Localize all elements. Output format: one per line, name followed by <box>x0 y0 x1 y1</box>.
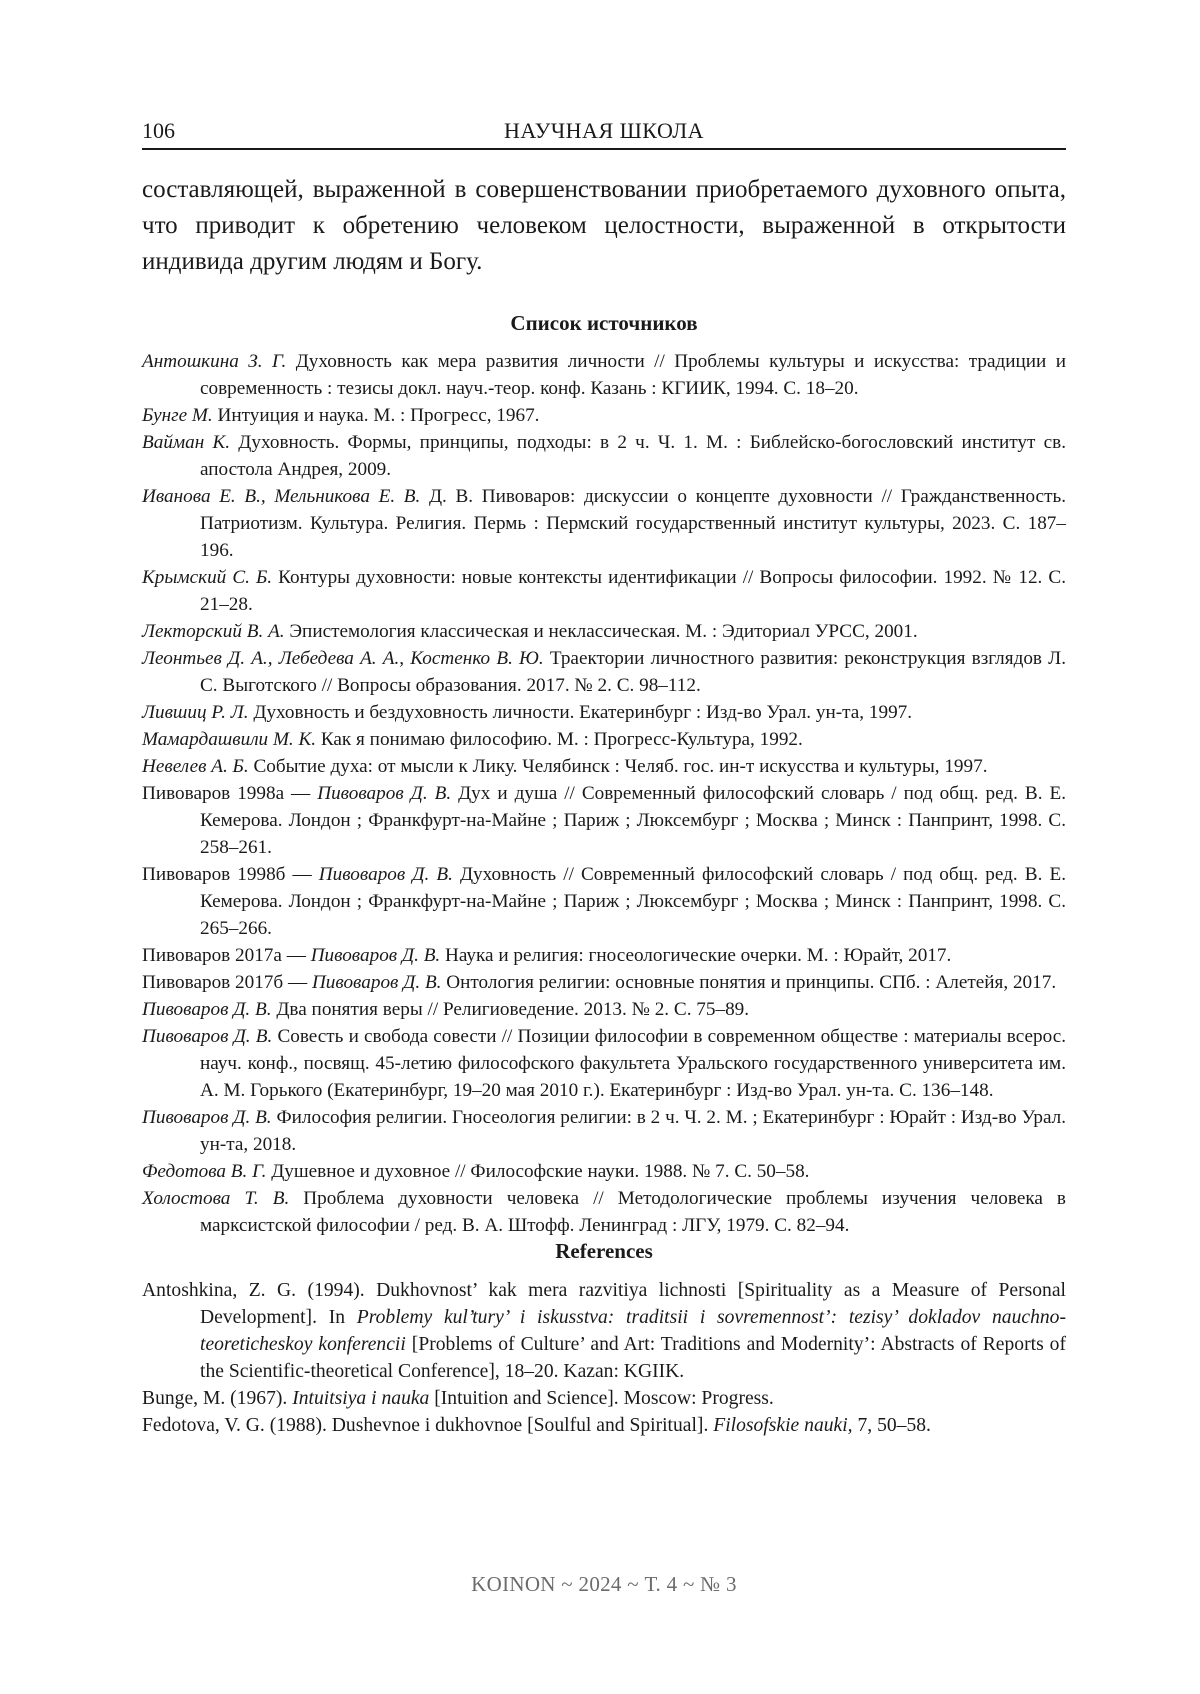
journal-page <box>0 0 1200 1694</box>
reference-details: [Problems of Culture’ and Art: Traditions and Modernity’: Abstracts of Reports of the Scientific-theoretical Conference], 18–20. Kazan: KGIIK. <box>200 1334 1066 1382</box>
reference-entry <box>142 1277 1066 1385</box>
reference-title: Filosofskie nauki, <box>713 1415 852 1436</box>
source-entry <box>142 564 1066 618</box>
reference-entry <box>142 1385 1066 1412</box>
source-text: Траектории личностного развития: реконструкция взглядов Л. С. Выготского // Вопросы образования. 2017. № 2. С. 98–112. <box>200 648 1066 696</box>
source-author: Вайман К. <box>142 432 230 453</box>
reference-text: Fedotova, V. G. (1988). Dushevnoe i dukhovnoe [Soulful and Spiritual]. <box>142 1415 713 1436</box>
source-citation-key: Пивоваров 2017а — <box>142 945 311 966</box>
reference-title: Intuitsiya i nauka <box>292 1388 429 1409</box>
reference-text: Antoshkina, Z. G. (1994). Dukhovnost’ kak mera razvitiya lichnosti [Spirituality as a Measure of Personal Development]. In <box>142 1280 1066 1328</box>
references-heading: References <box>142 1238 1066 1264</box>
source-author: Федотова В. Г. <box>142 1161 266 1182</box>
source-entry <box>142 780 1066 861</box>
source-text: Душевное и духовное // Философские науки. 1988. № 7. С. 50–58. <box>266 1161 809 1182</box>
source-text: Онтология религии: основные понятия и принципы. СПб. : Алетейя, 2017. <box>441 972 1056 993</box>
source-entry <box>142 483 1066 564</box>
source-author: Пивоваров Д. В. <box>312 972 442 993</box>
source-author: Крымский С. Б. <box>142 567 272 588</box>
source-entry <box>142 996 1066 1023</box>
sources-heading: Список источников <box>142 310 1066 336</box>
source-entry <box>142 429 1066 483</box>
source-author: Лекторский В. А. <box>142 621 285 642</box>
source-entry <box>142 1158 1066 1185</box>
source-text: Наука и религия: гносеологические очерки. М. : Юрайт, 2017. <box>440 945 951 966</box>
source-author: Леонтьев Д. А., Лебедева А. А., Костенко В. Ю. <box>142 648 544 669</box>
journal-footer: KOINON ~ 2024 ~ Т. 4 ~ № 3 <box>142 1572 1066 1597</box>
source-text: Дух и душа // Современный философский словарь / под общ. ред. В. Е. Кемерова. Лондон ; Франкфурт-на-Майне ; Париж ; Люксембург ; Москва ; Минск : Панпринт, 1998. С. 258–261. <box>200 783 1066 858</box>
source-entry <box>142 699 1066 726</box>
source-citation-key: Пивоваров 1998б — <box>142 864 319 885</box>
source-entry <box>142 753 1066 780</box>
source-author: Антошкина З. Г. <box>142 351 286 372</box>
source-author: Пивоваров Д. В. <box>142 1107 272 1128</box>
source-entry <box>142 1104 1066 1158</box>
page-number: 106 <box>142 118 175 144</box>
source-text: Духовность // Современный философский словарь / под общ. ред. В. Е. Кемерова. Лондон ; Франкфурт-на-Майне ; Париж ; Люксембург ; Москва ; Минск : Панпринт, 1998. С. 265–266. <box>200 864 1066 939</box>
source-entry <box>142 618 1066 645</box>
source-author: Пивоваров Д. В. <box>319 864 453 885</box>
source-citation-key: Пивоваров 1998а — <box>142 783 317 804</box>
reference-text: Bunge, M. (1967). <box>142 1388 292 1409</box>
source-text: Совесть и свобода совести // Позиции философии в современном обществе : материалы всерос. науч. конф., посвящ. 45-летию философского факультета Уральского государственного университета им. А. М. Горького (Екатеринбург, 19–20 мая 2010 г.). Екатеринбург : Изд-во Урал. ун-та. С. 136–148. <box>200 1026 1066 1101</box>
source-author: Лившиц Р. Л. <box>142 702 249 723</box>
source-author: Холостова Т. В. <box>142 1188 289 1209</box>
source-text: Событие духа: от мысли к Лику. Челябинск : Челяб. гос. ин-т искусства и культуры, 1997. <box>249 756 988 777</box>
source-author: Пивоваров Д. В. <box>142 999 272 1020</box>
intro-text: составляющей, выраженной в совершенствовании приобретаемого духовного опыта, что приводит к обретению человеком целостности, выраженной в открытости индивида другим людям и Богу. <box>142 172 1066 280</box>
reference-entry <box>142 1412 1066 1439</box>
source-entry <box>142 348 1066 402</box>
sources-list <box>142 348 1066 1239</box>
source-entry <box>142 1185 1066 1239</box>
source-author: Невелев А. Б. <box>142 756 249 777</box>
source-text: Д. В. Пивоваров: дискуссии о концепте духовности // Гражданственность. Патриотизм. Культура. Религия. Пермь : Пермский государственный институт культуры, 2023. С. 187–196. <box>200 486 1066 561</box>
source-entry <box>142 1023 1066 1104</box>
reference-title: Problemy kul’tury’ i iskusstva: traditsii i sovremennost’: tezisy’ dokladov nauchno-teoreticheskoy konferencii <box>200 1307 1066 1355</box>
source-entry <box>142 861 1066 942</box>
source-entry <box>142 969 1066 996</box>
intro-paragraph <box>142 172 1066 280</box>
source-entry <box>142 645 1066 699</box>
source-text: Контуры духовности: новые контексты идентификации // Вопросы философии. 1992. № 12. С. 21–28. <box>200 567 1066 615</box>
source-entry <box>142 942 1066 969</box>
journal-section-title: НАУЧНАЯ ШКОЛА <box>142 118 1066 144</box>
source-text: Два понятия веры // Религиоведение. 2013. № 2. С. 75–89. <box>272 999 750 1020</box>
reference-details: 7, 50–58. <box>853 1415 931 1436</box>
source-citation-key: Пивоваров 2017б — <box>142 972 312 993</box>
source-entry <box>142 402 1066 429</box>
source-text: Духовность. Формы, принципы, подходы: в 2 ч. Ч. 1. М. : Библейско-богословский институт св. апостола Андрея, 2009. <box>200 432 1066 480</box>
source-text: Проблема духовности человека // Методологические проблемы изучения человека в марксистской философии / ред. В. А. Штофф. Ленинград : ЛГУ, 1979. С. 82–94. <box>200 1188 1066 1236</box>
source-text: Как я понимаю философию. М. : Прогресс-Культура, 1992. <box>316 729 803 750</box>
source-text: Духовность и бездуховность личности. Екатеринбург : Изд-во Урал. ун-та, 1997. <box>249 702 912 723</box>
source-author: Бунге М. <box>142 405 213 426</box>
source-text: Интуиция и наука. М. : Прогресс, 1967. <box>213 405 540 426</box>
references-list <box>142 1277 1066 1439</box>
source-author: Пивоваров Д. В. <box>142 1026 272 1047</box>
source-text: Философия религии. Гносеология религии: в 2 ч. Ч. 2. М. ; Екатеринбург : Юрайт : Изд-во Урал. ун-та, 2018. <box>200 1107 1066 1155</box>
source-author: Пивоваров Д. В. <box>311 945 441 966</box>
source-author: Мамардашвили М. К. <box>142 729 316 750</box>
source-author: Пивоваров Д. В. <box>317 783 451 804</box>
reference-details: [Intuition and Science]. Moscow: Progress. <box>429 1388 773 1409</box>
source-author: Иванова Е. В., Мельникова Е. В. <box>142 486 420 507</box>
source-text: Духовность как мера развития личности // Проблемы культуры и искусства: традиции и современность : тезисы докл. науч.-теор. конф. Казань : КГИИК, 1994. С. 18–20. <box>200 351 1066 399</box>
source-entry <box>142 726 1066 753</box>
source-text: Эпистемология классическая и неклассическая. М. : Эдиториал УРСС, 2001. <box>285 621 918 642</box>
running-header <box>142 118 1066 150</box>
